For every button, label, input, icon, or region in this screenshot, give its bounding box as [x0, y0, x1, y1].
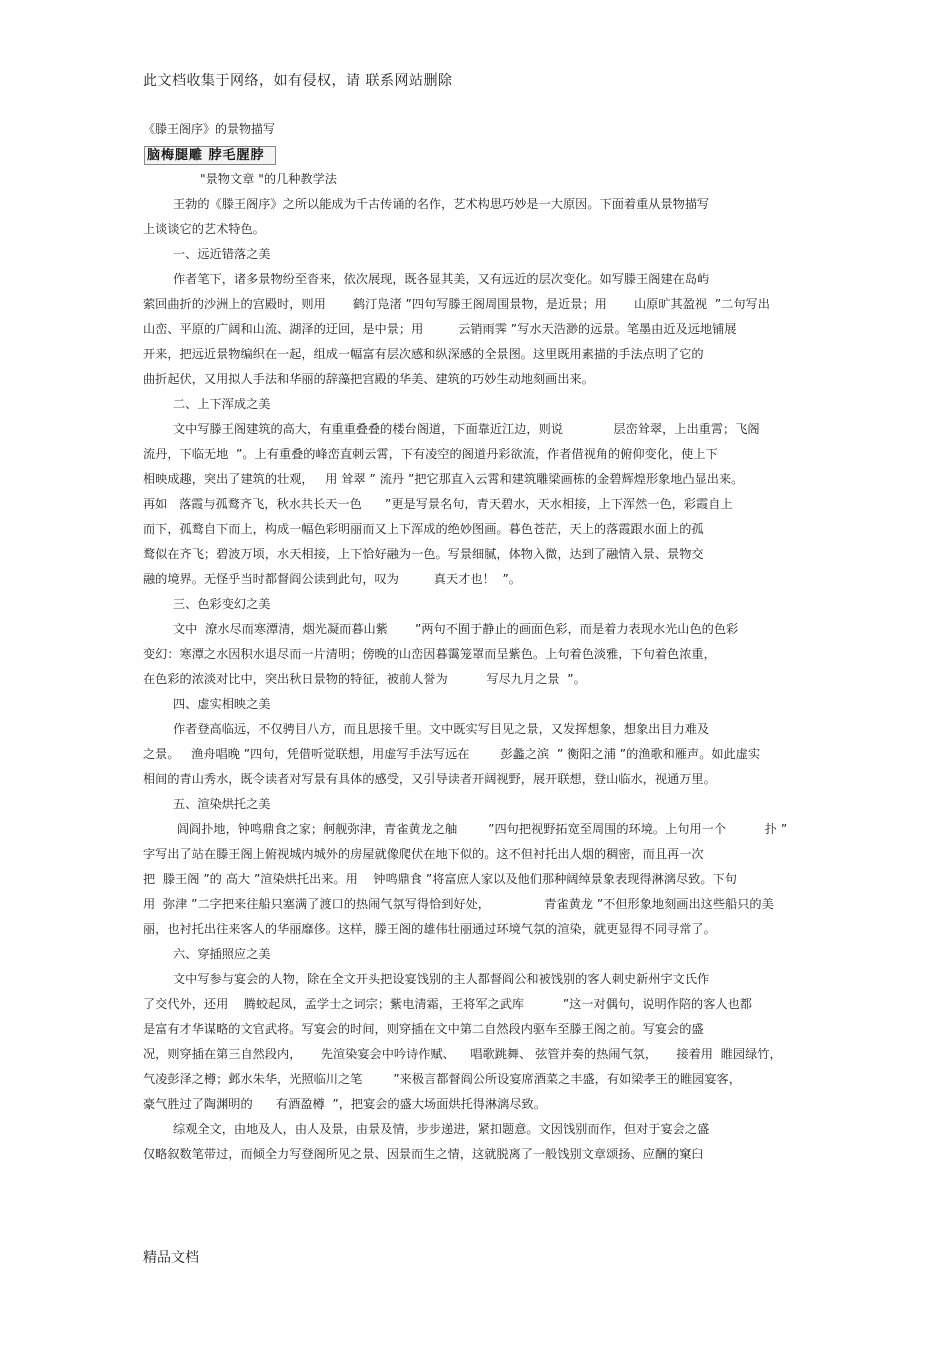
- article-title: 《滕王阁序》的景物描写: [143, 122, 276, 136]
- garbled-banner: 脑梅腿雕 脖毛腥脖: [144, 146, 276, 165]
- body-line: 上谈谈它的艺术特色。: [143, 222, 265, 236]
- body-line: 流丹，下临无地 ”。上有重叠的峰峦直刺云霄，下有凌空的阁道丹彩欲流，作者借视角的俯仰变化，使上下: [143, 447, 718, 461]
- body-line: 萦回曲折的沙洲上的宫殿时，则用 鹤汀凫渚 ”四句写滕王阁周围景物，是近景；用 山原旷其盈视 ”二句写出: [143, 297, 770, 311]
- body-line: 作者登高临远，不仅骋目八方，而且思接千里。文中既实写目见之景，又发挥想象，想象出目力难及: [173, 722, 710, 736]
- body-line: 丽，也衬托出往来客人的华丽靡侈。这样，滕王阁的雄伟壮丽通过环境气氛的渲染，就更显得不同寻常了。: [143, 922, 716, 936]
- body-line: 仅略叙数笔带过，而倾全力写登阁所见之景、因景而生之情，这就脱离了一般饯别文章颂扬、应酬的窠臼: [143, 1147, 704, 1161]
- body-line: 是富有才华谋略的文官武将。写宴会的时间，则穿插在文中第二自然段内驱车至滕王阁之前。写宴会的盛: [143, 1022, 704, 1036]
- body-line: 在色彩的浓淡对比中，突出秋日景物的特征，被前人誉为 写尽九月之景 ”。: [143, 672, 586, 686]
- body-line: 闾阎扑地，钟鸣鼎食之家；舸舰弥津，青雀黄龙之舳 ”四句把视野拓宽至周围的环境。上句用一个 扑 ”: [173, 822, 788, 836]
- body-line: 融的境界。无怪乎当时都督阎公读到此句，叹为 真天才也！ ”。: [143, 572, 521, 586]
- body-line: 山峦、平原的广阔和山流、湖泽的迂回，是中景；用 云销雨霁 ”写水天浩渺的远景。笔墨由近及远地铺展: [143, 322, 737, 336]
- body-line: 综观全文，由地及人，由人及景，由景及情，步步递进，紧扣题意。文因饯别而作，但对于宴会之盛: [173, 1122, 710, 1136]
- body-line: 再如 落霞与孤鹜齐飞，秋水共长天一色 ”更是写景名句，青天碧水，天水相接，上下浑然一色，彩霞自上: [143, 497, 733, 511]
- body-line: 曲折起伏，又用拟人手法和华丽的辞藻把宫殿的华美、建筑的巧妙生动地刻画出来。: [143, 372, 594, 386]
- body-line: 开来，把远近景物编织在一起，组成一幅富有层次感和纵深感的全景图。这里既用素描的手法点明了它的: [143, 347, 704, 361]
- section-heading: 一、远近错落之美: [173, 247, 271, 261]
- body-line: 字写出了站在滕王阁上俯视城内城外的房屋就像爬伏在地下似的。这不但衬托出人烟的稠密，而且再一次: [143, 847, 704, 861]
- section-heading: 二、上下浑成之美: [173, 397, 271, 411]
- body-line: 文中写参与宴会的人物，除在全文开头把设宴饯别的主人都督阎公和被饯别的客人刺史新州宇文氏作: [173, 972, 710, 986]
- body-line: 文中写滕王阁建筑的高大，有重重叠叠的楼台阁道，下面靠近江边，则说 层峦耸翠，上出重霄；飞阁: [173, 422, 760, 436]
- section-heading: 五、渲染烘托之美: [173, 797, 271, 811]
- body-line: 相间的青山秀水，既令读者对写景有具体的感受，又引导读者开阔视野，展开联想，登山临水，视通万里。: [143, 772, 716, 786]
- body-line: 了交代外，还用 腾蛟起凤，孟学士之词宗；紫电清霜，王将军之武库 ”这一对偶句，说明作陪的客人也都: [143, 997, 752, 1011]
- body-line: 而下，孤鹜自下而上，构成一幅色彩明丽而又上下浑成的绝妙图画。暮色苍茫，天上的落霞跟水面上的孤: [143, 522, 704, 536]
- body-line: 气凌彭泽之樽；邺水朱华，光照临川之笔 ”来极言都督阎公所设宴席酒菜之丰盛，有如梁孝王的睢园宴客，: [143, 1072, 741, 1086]
- body-line: 况，则穿插在第三自然段内， 先渲染宴会中吟诗作赋、 唱歌跳舞、 弦管并奏的热闹气氛， 接着用 睢园绿竹，: [143, 1047, 782, 1061]
- body-line: 相映成趣，突出了建筑的壮观， 用 耸翠 ” 流丹 ”把它那直入云霄和建筑雕梁画栋的金碧辉煌形象地凸显出来。: [143, 472, 744, 486]
- page-footer: 精品文档: [143, 1250, 199, 1266]
- body-line: 王勃的《滕王阁序》之所以能成为千古传诵的名作，艺术构思巧妙是一大原因。下面着重从景物描写: [173, 197, 710, 211]
- section-heading: 六、穿插照应之美: [173, 947, 271, 961]
- body-line: 作者笔下，诸多景物纷至沓来，依次展现，既各显其美，又有远近的层次变化。如写滕王阁建在岛屿: [173, 272, 710, 286]
- body-line: 之景。 渔舟唱晚 ”四句，凭借听觉联想，用虚写手法写远在 彭蠡之滨 ” 衡阳之浦 ”的渔歌和雁声。如此虚实: [143, 747, 761, 761]
- body-line: 变幻：寒潭之水因积水退尽而一片清明；傍晚的山峦因暮霭笼罩而呈紫色。上句着色淡雅，下句着色浓重，: [143, 647, 716, 661]
- body-line: 用 弥津 ”二字把来往船只塞满了渡口的热闹气氛写得恰到好处， 青雀黄龙 ”不但形象地刻画出这些船只的美: [143, 897, 774, 911]
- body-line: 鹜似在齐飞；碧波万顷，水天相接，上下恰好融为一色。写景细腻，体物入微，达到了融情入景、景物交: [143, 547, 704, 561]
- section-heading: 三、色彩变幻之美: [173, 597, 271, 611]
- body-line: 文中 潦水尽而寒潭清，烟光凝而暮山紫 ”两句不囿于静止的画面色彩，而是着力表现水光山色的色彩: [173, 622, 739, 636]
- section-heading: 四、虚实相映之美: [173, 697, 271, 711]
- body-line: 把 滕王阁 ”的 高大 ”渲染烘托出来。用 钟鸣鼎食 ”将富庶人家以及他们那种阔绰景象表现得淋漓尽致。下句: [143, 872, 737, 886]
- body-line: 豪气胜过了陶渊明的 有酒盈樽 ”，把宴会的盛大场面烘托得淋漓尽致。: [143, 1097, 546, 1111]
- article-subtitle: "景物文章 "的几种教学法: [200, 172, 337, 186]
- page-header: 此文档收集于网络，如有侵权，请 联系网站删除: [143, 73, 453, 89]
